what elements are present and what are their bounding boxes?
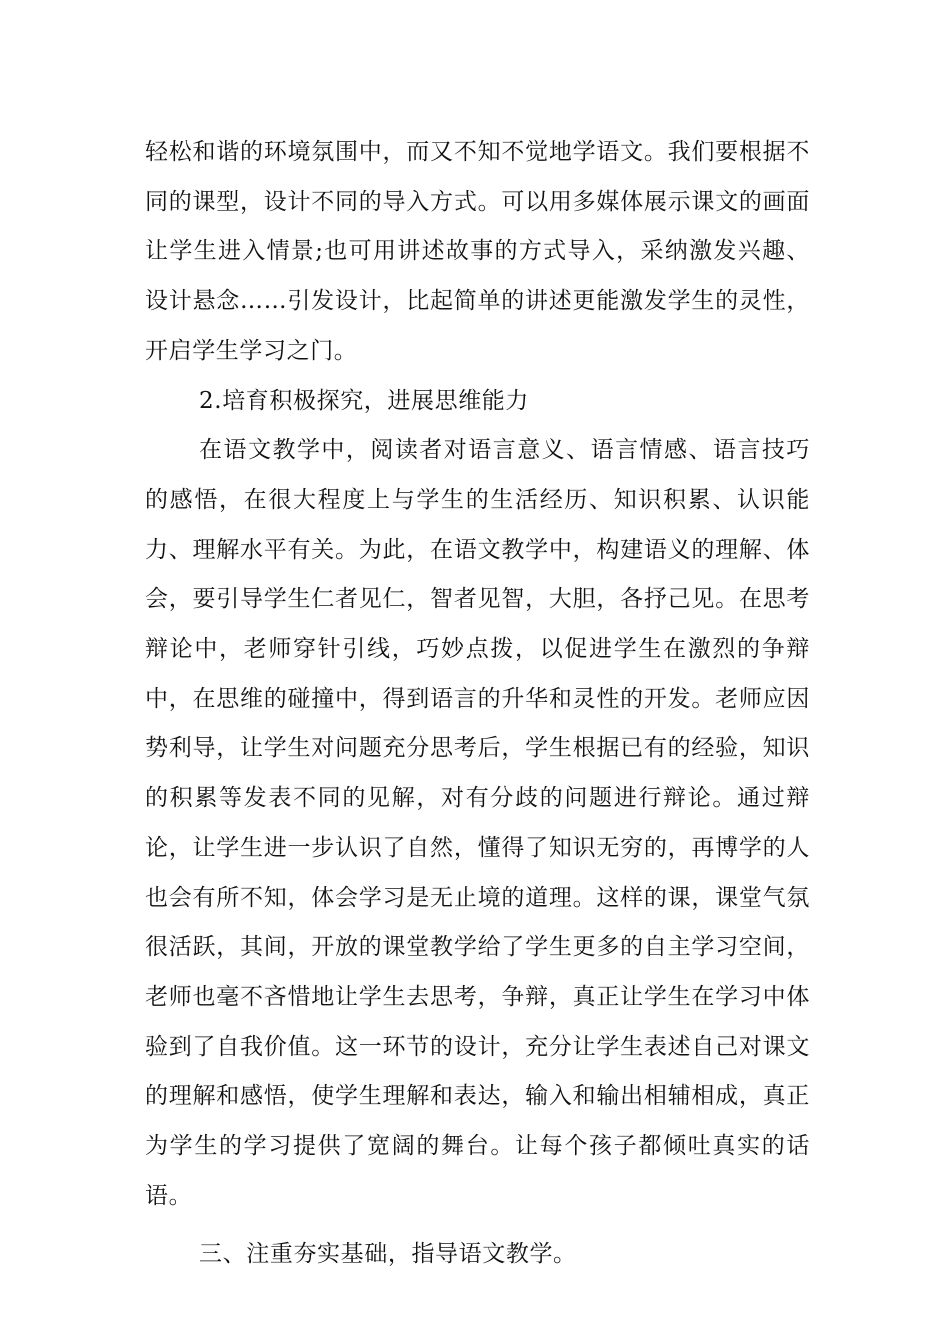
document-page: [145, 128, 810, 1280]
section-heading-3: 三、注重夯实基础，指导语文教学。: [199, 1241, 577, 1268]
paragraph-intro: 轻松和谐的环境氛围中，而又不知不觉地学语文。我们要根据不同的课型，设计不同的导入方式。可以用多媒体展示课文的画面让学生进入情景;也可用讲述故事的方式导入，采纳激发兴趣、设计悬念……引发设计，比起简单的讲述更能激发学生的灵性，开启学生学习之门。: [145, 139, 810, 364]
section-heading-2: 2.培育积极探究，进展思维能力: [199, 387, 529, 414]
paragraph-2: 在语文教学中，阅读者对语言意义、语言情感、语言技巧的感悟，在很大程度上与学生的生活经历、知识积累、认识能力、理解水平有关。为此，在语文教学中，构建语义的理解、体会，要引导学生仁者见仁，智者见智，大胆，各抒己见。在思考辩论中，老师穿针引线，巧妙点拨，以促进学生在激烈的争辩中，在思维的碰撞中，得到语言的升华和灵性的开发。老师应因势利导，让学生对问题充分思考后，学生根据已有的经验，知识的积累等发表不同的见解，对有分歧的问题进行辩论。通过辩论，让学生进一步认识了自然，懂得了知识无穷的，再博学的人也会有所不知，体会学习是无止境的道理。这样的课，课堂气氛很活跃，其间，开放的课堂教学给了学生更多的自主学习空间，老师也毫不吝惜地让学生去思考，争辩，真正让学生在学习中体验到了自我价值。这一环节的设计，充分让学生表述自己对课文的理解和感悟，使学生理解和表达，输入和输出相辅相成，真正为学生的学习提供了宽阔的舞台。让每个孩子都倾吐真实的话语。: [145, 437, 810, 1209]
paragraph-gap: [145, 1221, 810, 1230]
